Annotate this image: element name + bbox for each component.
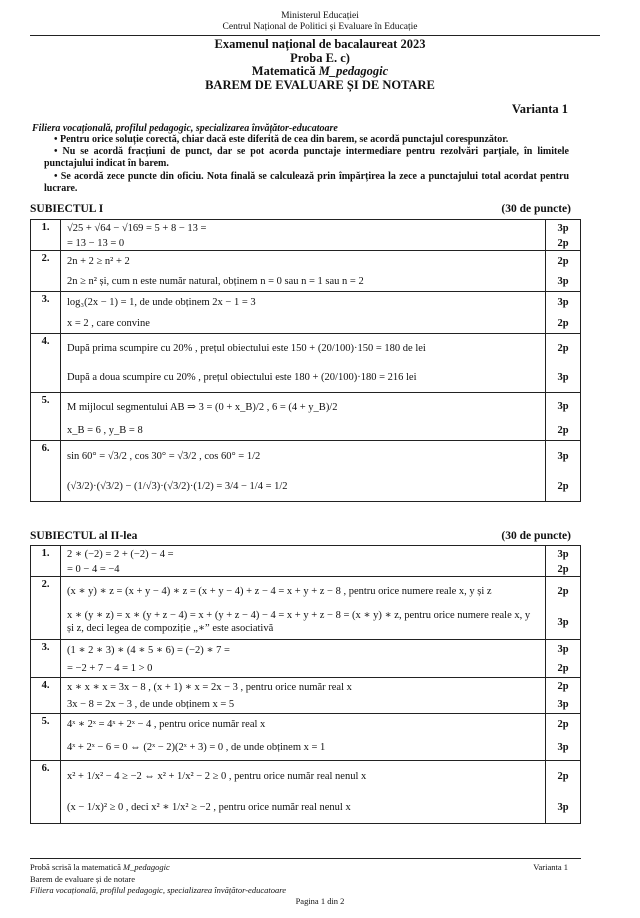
step-points: 3p (557, 297, 569, 308)
footer-prefix: Probă scrisă la matematică (30, 862, 121, 872)
solution-step: (√3/2)·(√3/2) − (1/√3)·(√3/2)·(1/2) = 3/4 − 1/4 = 1/2 (67, 480, 288, 492)
points-cell (546, 546, 581, 577)
points-cell (546, 393, 581, 441)
solution-step: √25 + √64 − √169 = 5 + 8 − 13 = (67, 222, 207, 234)
step-points: 2p (557, 770, 569, 782)
subject-1-table (30, 219, 581, 502)
step-points: 3p (557, 548, 569, 560)
solution-cell (61, 393, 546, 441)
subject-2-heading (30, 530, 571, 542)
step-points: 3p (557, 222, 569, 234)
solution-cell (61, 546, 546, 577)
step-points: 3p (557, 450, 569, 462)
solution-step: x ∗ (y ∗ z) = x ∗ (y + z − 4) = x + (y + z − 4) − 4 = x + y + z − 8 = (x ∗ y) ∗ z, pentru orice numere reale x, y și z, deci legea de compoziție „∗” este asociativă (67, 610, 531, 634)
barem-title: BAREM DE EVALUARE ȘI DE NOTARE (205, 77, 435, 92)
barem-row (31, 714, 581, 761)
subject-points: (30 de puncte) (501, 203, 571, 215)
ministry-name: Ministerul Educației (281, 11, 359, 21)
solution-step: (x − 1/x)² ≥ 0 , deci x² ∗ 1/x² ≥ −2 , pentru orice număr real nenul x (67, 802, 351, 813)
barem-row (31, 220, 581, 251)
solution-step: log₃(2x − 1) = 1, de unde obținem 2x − 1 = 3 (67, 297, 256, 308)
item-number: 1. (31, 546, 61, 577)
item-number: 3. (31, 292, 61, 334)
header-divider (30, 35, 600, 36)
page-number: Pagina 1 din 2 (295, 896, 345, 906)
solution-cell (61, 441, 546, 502)
solution-step: = 13 − 13 = 0 (67, 237, 125, 249)
solution-cell (61, 577, 546, 640)
points-cell (546, 251, 581, 292)
solution-step: x ∗ x ∗ x = 3x − 8 , (x + 1) ∗ x = 2x − 3 , pentru orice număr real x (67, 681, 352, 693)
footer-line-2: Barem de evaluare și de notare (30, 874, 136, 884)
step-points: 3p (557, 698, 569, 710)
item-number: 1. (31, 220, 61, 251)
solution-step: 2n ≥ n² și, cum n este număr natural, obținem n = 0 sau n = 1 sau n = 2 (67, 275, 364, 287)
solution-step: 2 ∗ (−2) = 2 + (−2) − 4 = (67, 549, 174, 560)
solution-step: 3x − 8 = 2x − 3 , de unde obținem x = 5 (67, 698, 235, 710)
exam-title: Examenul național de bacalaureat 2023 (214, 37, 426, 51)
subject-2-table (30, 545, 581, 824)
subject-profile: M_pedagogic (318, 64, 389, 78)
solution-step: = −2 + 7 − 4 = 1 > 0 (67, 662, 153, 674)
step-points: 2p (557, 237, 569, 249)
instructions-list (44, 134, 569, 195)
subject-1-heading (30, 203, 571, 215)
step-points: 2p (557, 255, 569, 267)
solution-cell (61, 220, 546, 251)
item-number: 4. (31, 678, 61, 714)
item-number: 6. (31, 761, 61, 824)
solution-step: (x ∗ y) ∗ z = (x + y − 4) ∗ z = (x + y − 4) + z − 4 = x + y + z − 8 , pentru orice numere reale x, y și z (67, 585, 492, 597)
barem-row (31, 678, 581, 714)
item-number: 6. (31, 441, 61, 502)
barem-row (31, 640, 581, 678)
step-points: 2p (557, 424, 569, 436)
filiera-line: Filiera vocațională, profilul pedagogic, specializarea învățător-educatoare (32, 123, 338, 134)
item-number: 5. (31, 393, 61, 441)
solution-step: = 0 − 4 = −4 (67, 563, 120, 575)
step-points: 2p (557, 681, 569, 692)
step-points: 3p (557, 644, 569, 655)
solution-step: După a doua scumpire cu 20% , prețul obiectului este 180 + (20/100)·180 = 216 lei (67, 372, 417, 383)
barem-row (31, 251, 581, 292)
barem-row (31, 334, 581, 393)
solution-cell (61, 251, 546, 292)
item-number: 2. (31, 251, 61, 292)
item-number: 2. (31, 577, 61, 640)
barem-row (31, 761, 581, 824)
solution-step: M mijlocul segmentului AB ⇒ 3 = (0 + x_B)/2 , 6 = (4 + y_B)/2 (67, 401, 338, 413)
item-number: 4. (31, 334, 61, 393)
step-points: 3p (557, 801, 569, 813)
solution-cell (61, 678, 546, 714)
proba-title: Proba E. c) (290, 50, 350, 65)
item-number: 3. (31, 640, 61, 678)
step-points: 3p (557, 741, 569, 753)
footer-line-1 (30, 862, 170, 873)
step-points: 3p (557, 401, 569, 412)
solution-step: 4ˣ + 2ˣ − 6 = 0 ⇔ (2ˣ − 2)(2ˣ + 3) = 0 , de unde obținem x = 1 (67, 741, 326, 753)
points-cell (546, 220, 581, 251)
subject-title: SUBIECTUL al II-lea (30, 530, 138, 542)
solution-step: sin 60° = √3/2 , cos 30° = √3/2 , cos 60° = 1/2 (67, 450, 261, 462)
solution-cell (61, 761, 546, 824)
footer-line-3: Filiera vocațională, profilul pedagogic, specializarea învățător-educatoare (30, 885, 286, 895)
step-points: 2p (557, 563, 569, 575)
solution-cell (61, 292, 546, 334)
step-points: 3p (557, 275, 569, 287)
solution-cell (61, 714, 546, 761)
solution-cell (61, 334, 546, 393)
barem-row (31, 577, 581, 640)
points-cell (546, 678, 581, 714)
step-points: 2p (557, 480, 569, 492)
barem-row (31, 292, 581, 334)
points-cell (546, 441, 581, 502)
points-cell (546, 761, 581, 824)
document-title-block (0, 38, 640, 92)
instruction-item: • Nu se acordă fracțiuni de punct, dar se pot acorda punctaje intermediare pentru rezolvări parțiale, în limitele punctajului indicat în barem. (44, 146, 569, 170)
barem-row (31, 393, 581, 441)
points-cell (546, 292, 581, 334)
step-points: 3p (557, 616, 569, 628)
points-cell (546, 640, 581, 678)
variant-label: Varianta 1 (511, 102, 568, 116)
footer-divider (30, 858, 581, 859)
barem-row (31, 441, 581, 502)
step-points: 2p (557, 317, 569, 329)
solution-cell (61, 640, 546, 678)
points-cell (546, 334, 581, 393)
solution-step: x² + 1/x² − 4 ≥ −2 ⇔ x² + 1/x² − 2 ≥ 0 , pentru orice număr real nenul x (67, 770, 367, 782)
solution-step: x_B = 6 , y_B = 8 (67, 424, 143, 436)
step-points: 2p (557, 343, 569, 354)
step-points: 2p (557, 585, 569, 597)
points-cell (546, 714, 581, 761)
solution-step: 2n + 2 ≥ n² + 2 (67, 255, 130, 267)
points-cell (546, 577, 581, 640)
instruction-item: • Se acordă zece puncte din oficiu. Nota finală se calculează prin împărțirea la zece a punctajului total acordat pentru lucrare. (44, 170, 569, 194)
solution-step: (1 ∗ 2 ∗ 3) ∗ (4 ∗ 5 ∗ 6) = (−2) ∗ 7 = (67, 644, 230, 656)
instruction-item: • Pentru orice soluție corectă, chiar dacă este diferită de cea din barem, se acordă punctajul corespunzător. (54, 134, 509, 145)
solution-step: x = 2 , care convine (67, 317, 150, 329)
footer-variant: Varianta 1 (533, 862, 568, 872)
subject-title (0, 65, 640, 79)
center-name: Centrul Național de Politici și Evaluare în Educație (222, 22, 418, 32)
subject-points: (30 de puncte) (501, 530, 571, 542)
item-number: 5. (31, 714, 61, 761)
barem-row (31, 546, 581, 577)
footer-profile: M_pedagogic (123, 862, 170, 872)
solution-step: După prima scumpire cu 20% , prețul obiectului este 150 + (20/100)·150 = 180 de lei (67, 343, 426, 354)
subject-prefix: Matematică (251, 64, 316, 78)
step-points: 2p (557, 718, 569, 730)
solution-step: 4ˣ ∗ 2ˣ = 4ˣ + 2ˣ − 4 , pentru orice număr real x (67, 719, 266, 730)
subject-title: SUBIECTUL I (30, 203, 104, 215)
step-points: 2p (557, 662, 569, 674)
step-points: 3p (557, 372, 569, 383)
